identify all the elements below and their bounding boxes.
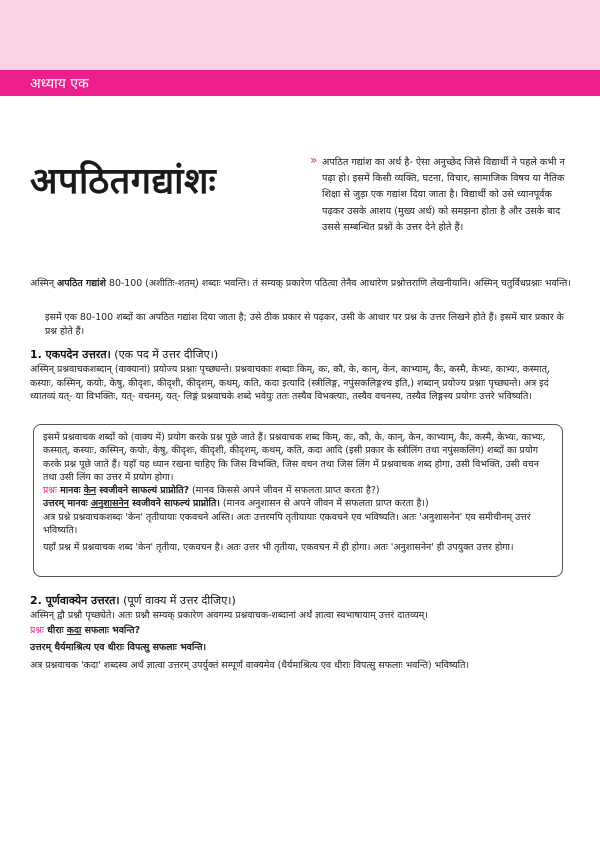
intro-paragraph-hindi: इसमें एक 80-100 शब्दों का अपठित गद्यांश दिया जाता है; उसे ठीक प्रकार से पढ़कर, उसी के आधार पर प्रश्न के उत्तर लिखने होते हैं। इसमें चार प्रकार के प्रश्न होते हैं। — [45, 312, 564, 337]
note-question: प्रश्नः मानवः केन स्वजीवने साफल्यं प्राप्नोति? (मानव किससे अपने जीवन में सफलता प्राप्त करता है?) — [43, 485, 380, 497]
section-1-heading: 1. एकपदेन उत्तरत। (एक पद में उत्तर दीजिए।) — [30, 348, 219, 361]
section-1-text: अस्मिन् प्रश्नवाचकशब्दान् (वाक्यानां) प्रयोज्य प्रश्नाः पृच्छ्यन्ते। प्रश्नवाचकाः शब्दाः किम्, कः, कौ, के, कान्, केन, काभ्याम्, कैः, कस्मै, केभ्यः, काभ्यः, कस्मात्, कस्याः, कस्मिन्, कयोः, केषु, कीदृशः, कीदृशी, कीदृशम्, कथम्, कति, कदा इत्यादि (स्त्रीलिङ्ग, नपुंसकलिङ्गश्च इति,) शब्दान् प्रयोज्य प्रश्नाः पृच्छ्यन्ते। अत्र इदं ध्यातव्यं यत्- या विभक्तिः, यत्- वचनम्, यत्- लिङ्गं प्रश्नवाचके शब्दे भवेयुः ततः तस्यैव विभक्त्याः, तस्यैव वचनस्य, तस्यैव लिङ्गस्य प्रयोगः उत्तरे भविष्यति। — [30, 364, 550, 402]
note-answer: उत्तरम् मानवः अनुशासनेन स्वजीवने साफल्यं प्राप्नोति। (मानव अनुशासन से अपने जीवन में सफलता प्राप्त करता है।) — [43, 498, 429, 510]
intro-paragraph-sanskrit: अस्मिन् अपठित गद्यांशे 80-100 (अशीतिः-शतम्) शब्दाः भवन्ति। तं सम्यक् प्रकारेण पठित्वा तेनैव आधारेण प्रश्नोत्तराणि लेखनीयानि। अस्मिन् चतुर्विधप्रश्नाः भवन्ति। — [30, 278, 571, 289]
chapter-bar — [0, 70, 600, 96]
section-2-question: प्रश्नः धीराः कदा सफलाः भवन्ति? — [30, 625, 141, 636]
section-2-text: अस्मिन् द्वौ प्रश्नौ पृच्छ्येते। अतः प्रश्नौ सम्यक् प्रकारेण अवगम्य प्रश्नवाचक-शब्दानां अर्थं ज्ञात्वा स्वभाषायाम् उत्तरं दातव्यम्। — [30, 610, 428, 621]
note-text: इसमें प्रश्नवाचक शब्दों को (वाक्य में) प्रयोग करके प्रश्न पूछे जाते हैं। प्रश्नवाचक शब्द किम्, कः, कौ, के, कान्, केन, काभ्याम्, कैः, कस्मै, केभ्यः, काभ्यः, कस्मात्, कस्याः, कस्मिन्, कयोः, केषु, कीदृशः, कीदृशी, कीदृशम्, कथम्, कति, कदा आदि (इसी प्रकार के स्त्रीलिंग तथा नपुंसकलिंग) शब्दों का प्रयोग करके प्रश्न पूछे जाते हैं। यहाँ यह ध्यान रखना चाहिए कि जिस विभक्ति, जिस वचन तथा जिस लिंग में प्रश्नवाचक शब्द होगा, उसी विभक्ति, उसी वचन तथा उसी लिंग का उत्तर में प्रयोग होगा। — [43, 432, 546, 483]
section-2-explanation: अत्र प्रश्नवाचक 'कदा' शब्दस्य अर्थं ज्ञात्वा उत्तरम् उपर्युक्तं सम्पूर्णं वाक्यमेव (धैर्यमाश्रित्य एव धीराः विपत्सु सफलाः भवन्ति) भविष्यति। — [30, 660, 470, 671]
chapter-label: अध्याय एक — [30, 76, 89, 92]
section-2-answer: उत्तरम् धैर्यमाश्रित्य एव धीराः विपत्सु सफलाः भवन्ति। — [30, 642, 207, 653]
section-2-heading: 2. पूर्णवाक्येन उत्तरत। (पूर्ण वाक्य में उत्तर दीजिए।) — [30, 594, 236, 607]
header-band — [0, 0, 600, 70]
example-note-box — [33, 424, 563, 577]
note-explanation-sanskrit: अत्र प्रश्ने प्रश्नवाचकशब्दः 'केन' तृतीयायाः एकवचने अस्ति। अतः उत्तरमपि तृतीयायाः एकवचने एव भविष्यति। अतः 'अनुशासनेन' एव समीचीनम् उत्तरं भविष्यति। — [43, 511, 531, 537]
page-title: अपठितगद्यांशः — [30, 161, 217, 202]
double-chevron-right-icon: » — [310, 153, 318, 167]
note-explanation-hindi: यहाँ प्रश्न में प्रश्नवाचक शब्द 'केन' तृतीया, एकवचन है। अतः उत्तर भी तृतीया, एकवचन में ही होगा। अतः 'अनुशासनेन' ही उपयुक्त उत्तर होगा। — [43, 542, 514, 554]
intro-text: अपठित गद्यांश का अर्थ है- ऐसा अनुच्छेद जिसे विद्यार्थी ने पहले कभी न पढ़ा हो। इसमें किसी व्यक्ति, घटना, विचार, सामाजिक विषय या नैतिक शिक्षा से जुड़ा एक गद्यांश दिया जाता है। विद्यार्थी को उसे ध्यानपूर्वक पढ़कर उसके आशय (मुख्य अर्थ) को समझना होता है और उसके बाद उससे सम्बन्धित प्रश्नों के उत्तर देने होते हैं। — [322, 157, 565, 233]
